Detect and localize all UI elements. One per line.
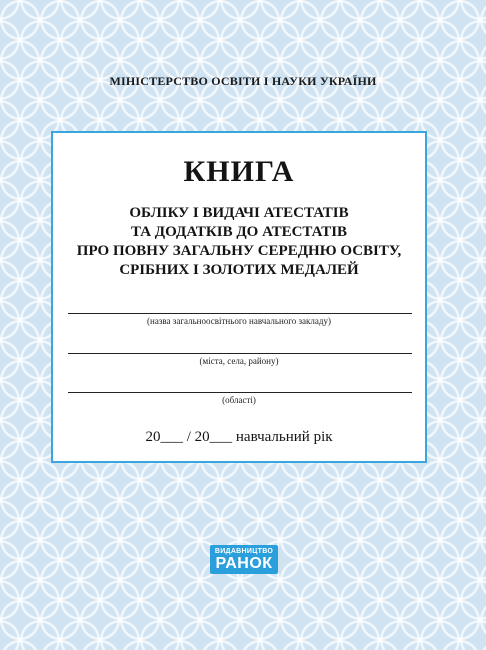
- city-caption: (міста, села, району): [199, 356, 279, 366]
- publisher-logo: [210, 545, 278, 574]
- logo-line-publisher: ВИДАВНИЦТВО: [214, 548, 274, 555]
- book-subtitle: [53, 204, 425, 280]
- ministry-header: МІНІСТЕРСТВО ОСВІТИ І НАУКИ УКРАЇНИ: [109, 74, 377, 88]
- book-title: КНИГА: [183, 155, 295, 188]
- school-name-line: [68, 313, 412, 314]
- school-name-caption: (назва загальноосвітнього навчального закладу): [147, 316, 331, 326]
- region-caption: (області): [222, 395, 256, 405]
- subtitle-line: ТА ДОДАТКІВ ДО АТЕСТАТІВ: [130, 224, 348, 240]
- subtitle-line: ОБЛІКУ І ВИДАЧІ АТЕСТАТІВ: [129, 205, 349, 221]
- title-panel: [51, 131, 427, 463]
- logo-line-name: РАНОК: [215, 555, 273, 572]
- city-line: [68, 353, 412, 354]
- subtitle-line: ПРО ПОВНУ ЗАГАЛЬНУ СЕРЕДНЮ ОСВІТУ,: [76, 243, 402, 259]
- academic-year: 20___ / 20___ навчальний рік: [145, 429, 333, 445]
- subtitle-line: СРІБНИХ І ЗОЛОТИХ МЕДАЛЕЙ: [119, 262, 359, 278]
- region-line: [68, 392, 412, 393]
